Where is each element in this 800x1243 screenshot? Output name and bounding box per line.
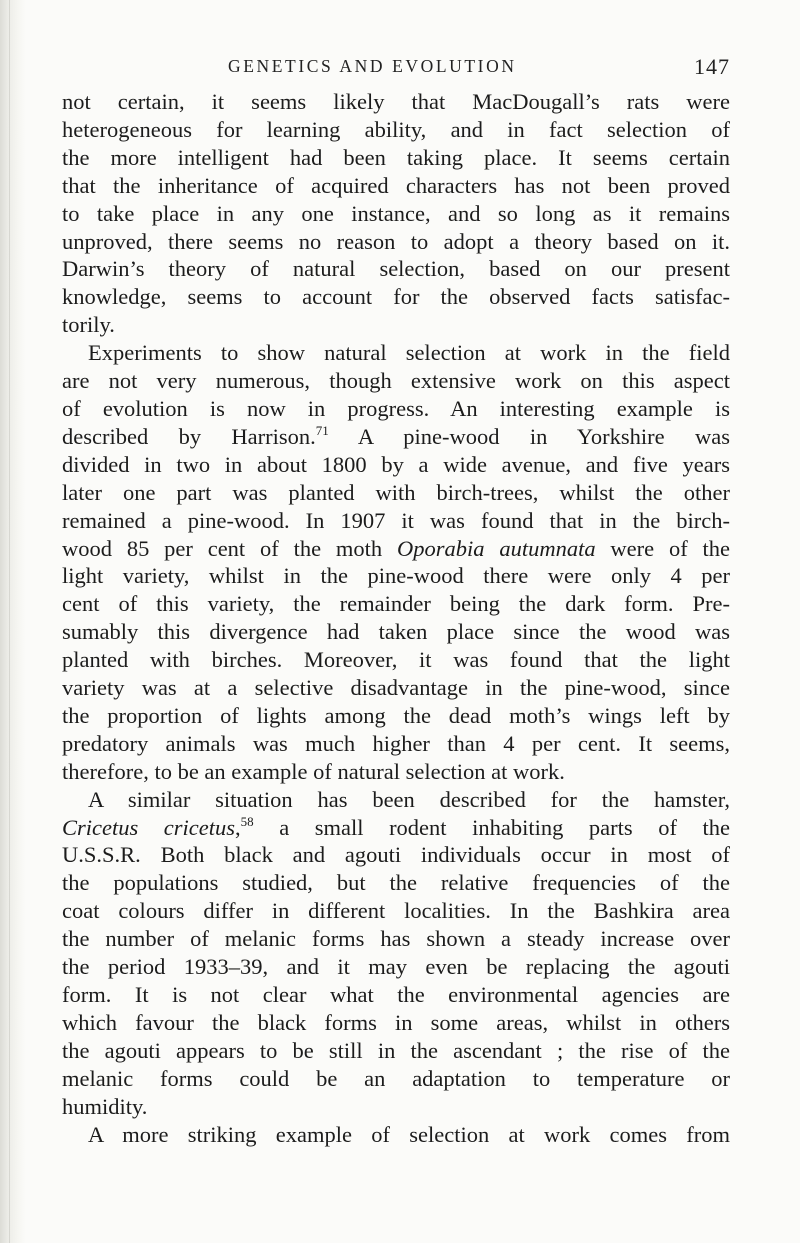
text-line: therefore, to be an example of natural selection at work. (62, 758, 565, 784)
reference-superscript: 58 (240, 813, 254, 829)
text-line: the more intelligent had been taking place. It seems certain (62, 144, 730, 170)
paragraph-4 (62, 1121, 730, 1149)
reference-superscript: 71 (315, 422, 329, 438)
book-spine-shadow (0, 0, 26, 1243)
text-line: the agouti appears to be still in the ascendant ; the rise of the (62, 1037, 730, 1063)
text-line: planted with birches. Moreover, it was found that the light (62, 647, 730, 673)
text-line-with-species: Cricetus cricetus,$^{58}$ a small rodent inhabiting parts of the (62, 813, 730, 840)
text-line: not certain, it seems likely that MacDougall’s rats were (62, 89, 730, 114)
text-line: are not very numerous, though extensive work on this aspect (62, 368, 730, 394)
text-fragment: wood 85 per cent of the moth (62, 535, 397, 561)
text-line: remained a pine-wood. In 1907 it was found that in the birch- (62, 507, 730, 533)
text-line: A similar situation has been described for the hamster, (88, 786, 730, 812)
species-name: Cricetus cricetus (62, 814, 236, 840)
text-line: later one part was planted with birch-trees, whilst the other (62, 479, 730, 505)
text-line: heterogeneous for learning ability, and in fact selection of (62, 116, 730, 142)
text-fragment: were of the (595, 535, 731, 561)
book-page (62, 48, 730, 1148)
text-line: Darwin’s theory of natural selection, based on our present (62, 256, 730, 282)
text-line: coat colours differ in different localities. In the Bashkira area (62, 898, 730, 924)
text-line: the populations studied, but the relative frequencies of the (62, 870, 730, 896)
text-line: torily. (62, 312, 115, 338)
species-name: Oporabia autumnata (396, 535, 596, 561)
page-number: 147 (694, 54, 730, 79)
running-head-title: GENETICS AND EVOLUTION (228, 56, 517, 76)
text-line: Experiments to show natural selection at work in the field (88, 340, 730, 366)
text-line: light variety, whilst in the pine-wood there were only 4 per (62, 563, 730, 589)
text-line: U.S.S.R. Both black and agouti individuals occur in most of (62, 842, 730, 868)
text-line: humidity. (62, 1093, 148, 1119)
text-line: A more striking example of selection at work comes from (88, 1121, 730, 1147)
text-line: the proportion of lights among the dead moth’s wings left by (62, 702, 730, 728)
text-fragment: a small rodent inhabiting parts of the (253, 814, 730, 840)
spine-line (9, 0, 10, 1243)
paragraph-3 (62, 786, 730, 1121)
text-line: melanic forms could be an adaptation to temperature or (62, 1065, 730, 1091)
text-line: form. It is not clear what the environmental agencies are (62, 982, 730, 1007)
text-line: the period 1933–39, and it may even be replacing the agouti (62, 954, 730, 980)
text-line: that the inheritance of acquired characters has not been proved (62, 172, 730, 198)
running-head (62, 48, 730, 88)
text-line: sumably this divergence had taken place since the wood was (62, 619, 730, 645)
text-fragment: described by Harrison. (62, 423, 316, 449)
text-line: variety was at a selective disadvantage in the pine-wood, since (62, 675, 730, 701)
text-fragment: A pine-wood in Yorkshire was (328, 423, 730, 449)
text-line: cent of this variety, the remainder being the dark form. Pre- (62, 591, 730, 617)
text-line: of evolution is now in progress. An interesting example is (62, 395, 730, 421)
text-line: to take place in any one instance, and so long as it remains (62, 200, 730, 226)
text-line: divided in two in about 1800 by a wide avenue, and five years (62, 451, 730, 477)
paragraph-2 (62, 339, 730, 786)
text-line-with-reference (62, 423, 730, 451)
text-line: predatory animals was much higher than 4 per cent. It seems, (62, 730, 730, 756)
text-line: the number of melanic forms has shown a steady increase over (62, 926, 730, 952)
text-line-with-species (62, 535, 730, 563)
text-line: which favour the black forms in some areas, whilst in others (62, 1009, 730, 1035)
text-line: knowledge, seems to account for the observed facts satisfac- (62, 284, 730, 310)
paragraph-1 (62, 88, 730, 339)
text-line: unproved, there seems no reason to adopt a theory based on it. (62, 228, 730, 254)
